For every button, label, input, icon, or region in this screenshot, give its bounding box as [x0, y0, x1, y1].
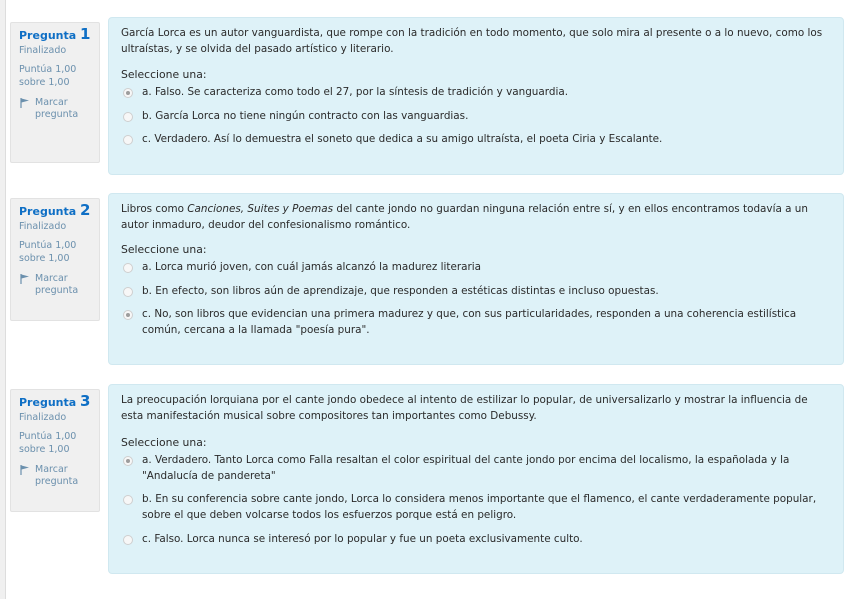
radio-icon[interactable] — [123, 135, 133, 145]
answer-text: c. Verdadero. Así lo demuestra el soneto que dedica a su amigo ultraísta, el poeta Ciria y Escalante. — [142, 133, 663, 146]
question-grade: Puntúa 1,00 sobre 1,00 — [19, 431, 77, 455]
question-text-end: del cante jondo no guardan ninguna relación entre sí, y en ellos encontramos todavía a un autor inmaduro, deudor del confesionalismo romántico. — [121, 203, 808, 231]
answer-option-a[interactable] — [121, 260, 831, 276]
answer-text: b. En efecto, son libros aún de aprendizaje, que responden a estéticas distintas e incluso opuestas. — [142, 284, 659, 297]
flag-question-link[interactable] — [19, 97, 91, 121]
answer-prompt: Seleccione una: — [121, 243, 207, 257]
flag-icon — [19, 273, 31, 285]
question-info — [10, 198, 100, 321]
answer-list — [121, 260, 831, 338]
question-number-value: 3 — [80, 392, 91, 410]
radio-icon[interactable] — [123, 535, 133, 545]
flag-question-link[interactable] — [19, 464, 91, 488]
answer-text: a. Verdadero. Tanto Lorca como Falla resaltan el color espiritual del cante jondo por encima del localismo, la españolada y la "Andalucía de pandereta" — [142, 454, 790, 482]
radio-icon[interactable] — [123, 310, 133, 320]
answer-text: a. Falso. Se caracteriza como todo el 27, por la síntesis de tradición y vanguardia. — [142, 86, 568, 99]
question-state: Finalizado — [19, 221, 67, 232]
question-label: Pregunta — [19, 396, 77, 409]
answer-text: c. No, son libros que evidencian una primera madurez y que, con sus particularidades, responden a una coherencia estilística común, cercana a la llamada "poesía pura". — [142, 308, 797, 336]
answer-list — [121, 453, 831, 547]
question-number — [19, 203, 91, 219]
question-grade: Puntúa 1,00 sobre 1,00 — [19, 240, 77, 264]
answer-option-c[interactable] — [121, 307, 831, 338]
radio-icon[interactable] — [123, 112, 133, 122]
answer-option-c[interactable] — [121, 532, 831, 548]
answer-prompt: Seleccione una: — [121, 436, 207, 450]
answer-text: c. Falso. Lorca nunca se interesó por lo popular y fue un poeta exclusivamente culto. — [142, 532, 583, 545]
question-text — [121, 202, 831, 233]
question-number — [19, 394, 91, 410]
question-text: García Lorca es un autor vanguardista, que rompe con la tradición en todo momento, que solo mira al presente o a lo nuevo, como los ultraístas, y se olvida del pasado artístico y literario. — [121, 27, 823, 55]
question-grade: Puntúa 1,00 sobre 1,00 — [19, 64, 77, 88]
answer-text: b. En su conferencia sobre cante jondo, Lorca lo considera menos importante que el flamenco, el cante verdaderamente popular, sobre el que deben volcarse todos los esfuerzos porque está en peligro. — [142, 493, 817, 521]
question-state: Finalizado — [19, 412, 67, 423]
answer-option-a[interactable] — [121, 453, 831, 484]
question-number — [19, 27, 91, 43]
answer-option-c[interactable] — [121, 132, 831, 148]
flag-question-label: Marcar pregunta — [35, 464, 79, 487]
answer-option-a[interactable] — [121, 85, 831, 101]
answer-prompt: Seleccione una: — [121, 68, 207, 82]
question-text-start: Libros como — [121, 203, 188, 215]
question-state: Finalizado — [19, 45, 67, 56]
question-number-value: 2 — [80, 201, 91, 219]
answer-list — [121, 85, 831, 148]
question-info — [10, 389, 100, 512]
flag-question-label: Marcar pregunta — [35, 273, 79, 296]
flag-question-label: Marcar pregunta — [35, 97, 79, 120]
question-text: La preocupación lorquiana por el cante jondo obedece al intento de estilizar lo popular, de universalizarlo y mostrar la influencia de esta manifestación musical sobre compositores tan importantes como Debussy. — [121, 394, 808, 422]
question-info — [10, 22, 100, 163]
question-content — [108, 384, 844, 574]
question-label: Pregunta — [19, 205, 77, 218]
question-number-value: 1 — [80, 25, 91, 43]
radio-icon[interactable] — [123, 495, 133, 505]
radio-icon[interactable] — [123, 456, 133, 466]
radio-icon[interactable] — [123, 263, 133, 273]
book-titles: Canciones, Suites y Poemas — [187, 203, 334, 215]
flag-icon — [19, 97, 31, 109]
answer-option-b[interactable] — [121, 109, 831, 125]
radio-icon[interactable] — [123, 88, 133, 98]
radio-icon[interactable] — [123, 287, 133, 297]
flag-question-link[interactable] — [19, 273, 91, 297]
answer-option-b[interactable] — [121, 492, 831, 523]
question-label: Pregunta — [19, 29, 77, 42]
flag-icon — [19, 464, 31, 476]
answer-text: a. Lorca murió joven, con cuál jamás alcanzó la madurez literaria — [142, 261, 481, 274]
page-left-edge — [0, 0, 6, 599]
answer-text: b. García Lorca no tiene ningún contracto con las vanguardias. — [142, 109, 469, 122]
question-content — [108, 17, 844, 175]
answer-option-b[interactable] — [121, 284, 831, 300]
question-content — [108, 193, 844, 365]
